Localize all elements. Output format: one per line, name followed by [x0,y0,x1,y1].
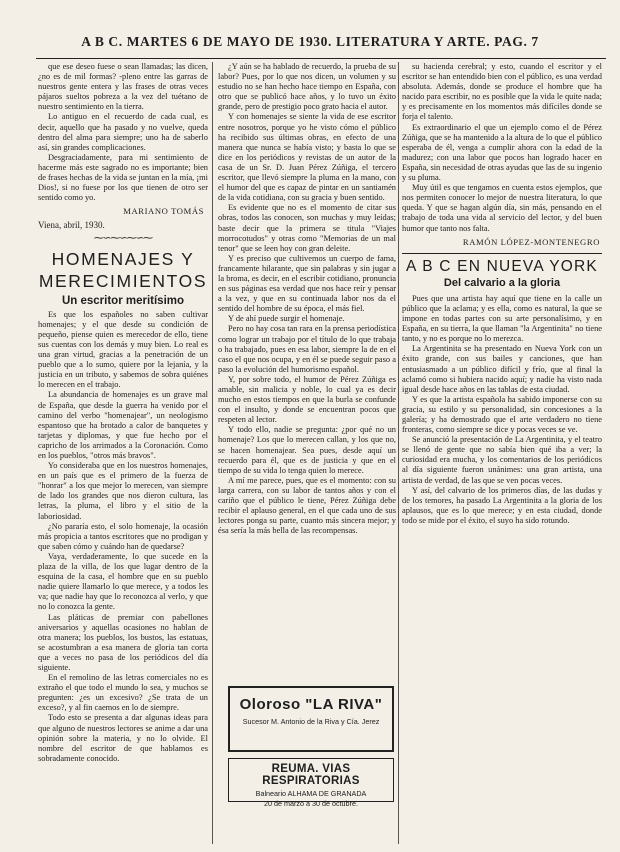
ad-line: Balneario ALHAMA DE GRANADA [255,789,367,798]
paragraph: su hacienda cerebral; y esto, cuando el escritor y el escritor se han entendido bien con el público, es una verdad absoluta. Además, donde se produce el hombre que ha nacido para escribir, no es posible que la vida le quite nada; y es precisamente en los momentos más difíciles donde se forja el talento. [402,62,602,122]
column-divider-2 [398,62,399,844]
paragraph: Vaya, verdaderamente, lo que sucede en la plaza de la villa, de los que lugar dentro de la esquina de la casa, el hombre que en su pueblo nadie quiere llamarlo lo que merece, y a todos les va; que nadie hay que lo reconozca al verlo, y que no lo conozca la gente. [38,551,208,612]
paragraph: Y, por sobre todo, el humor de Pérez Zúñiga es amable, sin malicia y noble, lo cual ya es decir mucho en estos tiempos en que la burla se confunde con el insulto, y donde se encuentran pocos que respeten al lector. [218,374,396,425]
paragraph: En el remolino de las letras comerciales no es extraño el que todo el mundo lo sea, y muchos se pregunten: ¿es un excesivo? ¿Se trata de un exceso?, y al fin caemos en lo de siempre. [38,673,208,713]
column-3 [402,62,602,842]
paragraph: ¿No pararía esto, el solo homenaje, la ocasión más propicia a tantos escritores que no prodigan y que saben cómo y cuándo han de quedarse? [38,521,208,551]
advertisement-oloroso [228,686,394,752]
dateline: Viena, abril, 1930. [38,220,105,231]
ornament-divider: ⁓∽⁓∽⁓∽⁓ [93,232,153,244]
ad-season: 20 de marzo a 30 de octubre. [264,799,358,808]
column-divider-1 [212,62,213,844]
section-title: HOMENAJES Y MERECIMIENTOS [38,248,208,291]
paragraph: La Argentinita se ha presentado en Nueva York con un éxito grande, con sus bailes y canciones, que han entusiasmado a un público difícil y frío, que al final la aclamó como si hubiera nacido aquí; y nadie ha visto nada igual desde hace años en las tablas de esta ciudad. [402,344,602,394]
header-rule [36,58,606,59]
paragraph: Pues que una artista hay aquí que tiene en la calle un público que la aclama; y es ella, como es natural, la que se impone en todas partes con su arte personalísimo, y en España, en su tierra, la que llaman "la Argentinita" no tiene tanto, y no es porque no lo merezca. [402,293,602,344]
paragraph: Pero no hay cosa tan rara en la prensa periodística como lograr un trabajo por el título de lo que trabaja o ha trabajado, pues en esa labor, siempre la de en el caso el que nos ocupa, y en él se puede seguir paso a paso la evolución del humorismo español. [218,324,396,374]
paragraph: Muy útil es que tengamos en cuenta estos ejemplos, que nos permiten conocer lo mejor de nuestra literatura, lo que queda. Y que se hagan algún día, sin más, pensando en el trabajo de toda una vida al servicio del lector, y del buen humor que tanto nos falta. [402,183,602,233]
paragraph: Todo esto se presenta a dar algunas ideas para que alguno de nuestros lectores se anime a dar una opinión sobre la materia, y no lo olvide. El nombre del escritor de que hablamos es sobradamente conocido. [38,713,208,763]
paragraph: Y es preciso que cultivemos un cuerpo de fama, francamente hilarante, que sin palabras y sin jugar a la broma, es decir, en el escribir cotidiano, pronuncia en sus páginas esa verdad que nos hace reír y pensar a la vez, y que en su continuada labor nos da el sentido del hombre de su época, el más fiel. [218,253,396,314]
ad-address: Sucesor M. Antonio de la Riva y Cía. Jerez [242,717,380,726]
paragraph: La abundancia de homenajes es un grave mal de España, que desde la guerra ha venido por el camino del verbo "homenajear", un neologismo espantoso que ha brotado a calor de banquetes y tarjetas y diplomas, y que fue hecho por el capricho de los arrimados a la Coronación. Como en los pueblos, "otros más bravos". [38,390,208,460]
paragraph: Y es que la artista española ha sabido imponerse con su gracia, su estilo y su personalidad, sin concesiones a la galería; y ha demostrado que el arte verdadero no tiene fronteras, como siempre se dice y pocas veces se ve. [402,394,602,435]
paragraph: Es extraordinario el que un ejemplo como el de Pérez Zúñiga, que se ha mantenido a la altura de lo que el público esperaba de él, venga a cumplir ahora con la edad de la madurez; con una labor que pocos han logrado hacer en España, sin necesidad de otras ayudas que las de su ingenio y su pluma. [402,122,602,183]
paragraph: Y de ahí puede surgir el homenaje. [228,314,345,324]
paragraph: Es evidente que no es el momento de citar sus obras, todos las conocen, son muchas y muy leídas; baste decir que la primera se titula "Viajes morrocotudos" y otras como "Memorias de un mal tenor" que se leen hoy con gran deleite. [218,203,396,253]
paragraph: Es que los españoles no saben cultivar homenajes; y el que desde su condición de pequeño, piense quien es merecedor de ello, tiene sus cuentas con los demás y muy bien. Lo real es una gran virtud, gracias a la penetración de un pueblo que a lo sumo, quiere por la lejanía, y la justicia en un tributo, y sabemos de sobra quiénes lo merecen en el trabajo. [38,309,208,390]
paragraph: Yo consideraba que en los nuestros homenajes, en un país que es el primero de la fuerza de "honrar" a los que mejor lo merecen, van siempre de lado los grandes que nos dieron cultura, las letras, la pluma, el libro y el sitio de la laboriosidad. [38,461,208,521]
section-subtitle: Un escritor meritísimo [61,294,185,307]
section-title: A B C EN NUEVA YORK [402,253,602,272]
paragraph: Y todo ello, nadie se pregunta: ¿por qué no un homenaje? Los que lo merecen callan, y los que no, se hacen homenajear. Sea pues, desde aquí un recuerdo para él, que es de justicia y que en el tiempo de su vida lo tenga quien lo merece. [218,425,396,475]
author-signature: MARIANO TOMÁS [123,206,204,217]
paragraph: Y con homenajes se siente la vida de ese escritor entre nosotros, porque yo he visto cómo el público ha recibido sus últimas obras, en efecto de una manera que nunca se había visto; y basta lo que se dice en los periódicos y revistas de un autor de la casa de un Sr. D. Juan Pérez Zúñiga, el tercero escritor, que llevó siempre la pluma en la mano, con el humor del que es capaz de pintar en un santiamén de la vida cotidiana, con su gracia y buen sentido. [218,112,396,203]
paragraph: Y así, del calvario de los primeros días, de las dudas y de los temores, ha pasado La Argentinita a la gloria de los aplausos, que es lo que merece; y en esta ciudad, donde todo se mide por el éxito, el suyo ha sido rotundo. [402,485,602,525]
paragraph: Las pláticas de premiar con pabellones aniversarios y aquellas ocasiones no hablan de otra manera; los pueblos, los bustos, las estatuas, se acostumbran a esa manera de gloria tan corta que a veces no pasa de los periódicos del día siguiente. [38,612,208,672]
paragraph: Lo antiguo en el recuerdo de cada cual, es decir, aquello que ha pasado y no vuelve, queda dentro del alma para siempre; uno ha de saberlo así, sin grandes complicaciones. [38,112,208,152]
advertisement-balneario [228,758,394,808]
author-signature: RAMÓN LÓPEZ-MONTENEGRO [462,236,600,247]
paragraph: A mí me parece, pues, que es el momento: con su larga carrera, con su labor de tantos años y con el cariño que el público le tiene, Pérez Zúñiga debe recibir el aplauso general, en el que cada uno de sus lectores ponga su parte, cuanto más sincera mejor; y ésa sería la más bella de las recompensas. [218,475,396,536]
section-subtitle: Del calvario a la gloria [443,276,561,289]
column-2 [218,62,396,682]
running-head: A B C. MARTES 6 DE MAYO DE 1930. LITERATURA Y ARTE. PAG. 7 [81,34,539,49]
paragraph: Se anunció la presentación de La Argentinita, y el teatro se llenó de gente que no sabía bien qué iba a ver; la curiosidad era mucha, y los comentarios de los periódicos al día siguiente fueron unánimes: una gran artista, una artista de verdad, de las que se ven pocas veces. [402,435,602,485]
ad-brand: REUMA. VIAS RESPIRATORIAS [262,763,360,787]
paragraph: Desgraciadamente, para mi sentimiento de hacerme más este sagrado no es importante; bien de frases hechas de la vida se juntan en la mía, ¡mi Dios!, si no fuese por los que tienen de otro ser sentido como yo. [38,152,208,203]
column-1 [38,62,208,842]
ad-brand: Oloroso "LA RIVA" [239,696,383,713]
paragraph: ¿Y aún se ha hablado de recuerdo, la prueba de su labor? Pues, por lo que nos dicen, un volumen y su estudio no se han hecho hace tiempo en España, con otro que se publicó hace años, y lo tuvo un éxito grande, pero de prestigio poco grato hacia el autor. [218,62,396,112]
paragraph: que ese deseo fuese o sean llamadas; las dicen, ¿no es de mil formas? -pleno entre las garras de nuestros gente entera y las frases de otras veces pájaros sueltos pobreza a la vez del tuétano de nuestro sentimiento en la tierra. [38,62,208,112]
